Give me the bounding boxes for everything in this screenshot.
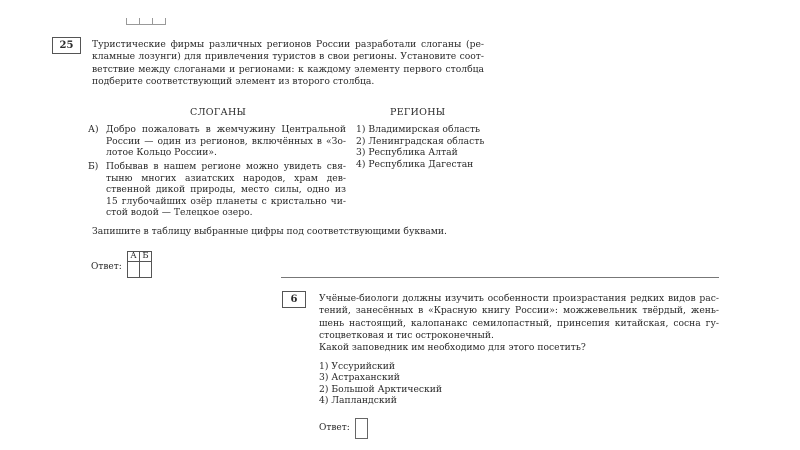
prompt-line: стоцветковая и тис остроконечный. [319, 330, 494, 342]
question-25-instruction: Запишите в таблицу выбранные цифры под соответствующими буквами. [92, 226, 447, 237]
slogan-line: Добро пожаловать в жемчужину Центральной [106, 124, 346, 135]
option-item: 3) Астраханский [319, 372, 400, 384]
slogan-text [106, 161, 346, 219]
slogan-line: Побывав в нашем регионе можно увидеть свя- [106, 161, 346, 172]
slogan-line: России — один из регионов, включённых в «Зо- [106, 135, 346, 147]
slogan-b [88, 161, 348, 221]
slogan-label: Б) [88, 161, 99, 172]
slogan-text [106, 124, 346, 159]
answer-header-b: Б [140, 252, 152, 262]
section-divider [281, 277, 719, 278]
slogan-line: 15 глубочайших озёр планеты с кристально чи- [106, 195, 346, 207]
slogan-a [88, 124, 348, 160]
prompt-line: кламные лозунги) для привлечения туристов в свои регионы. Установите соот- [92, 51, 484, 63]
option-item: 1) Уссурийский [319, 361, 395, 372]
question-6-question: Какой заповедник им необходимо для этого посетить? [319, 342, 586, 353]
region-item: 2) Ленинградская область [356, 135, 485, 147]
slogan-line: стой водой — Телецкое озеро. [106, 207, 253, 219]
answer-table-input-row [128, 262, 152, 278]
prompt-line: Учёные-биологи должны изучить особенности произрастания редких видов рас- [319, 293, 719, 304]
slogan-line: тыню многих азиатских народов, храм дев- [106, 172, 346, 184]
regions-column-header: РЕГИОНЫ [390, 107, 446, 118]
question-6-prompt [319, 293, 719, 343]
question-6-number: 6 [282, 291, 306, 308]
slogan-label: А) [88, 124, 99, 135]
question-25-answer-label: Ответ: [91, 262, 122, 272]
prompt-line: шень настоящий, калопанакс семилопастный, принсепия китайская, сосна гу- [319, 317, 719, 329]
prompt-line: ветствие между слоганами и регионами: к каждому элементу первого столбца [92, 63, 484, 75]
option-item: 2) Большой Арктический [319, 383, 443, 395]
slogan-line: ственной дикой природы, место силы, одно из [106, 184, 346, 196]
region-item: 3) Республика Алтай [356, 147, 458, 159]
region-item: 4) Республика Дагестан [356, 158, 474, 170]
answer-header-a: А [128, 252, 140, 262]
option-item: 4) Лапландский [319, 395, 397, 407]
question-6-answer-label: Ответ: [319, 423, 350, 433]
question-25-number: 25 [52, 37, 81, 54]
region-item: 1) Владимирская область [356, 124, 481, 135]
prompt-line: Туристические фирмы различных регионов России разработали слоганы (ре- [92, 39, 484, 50]
answer-cell-b[interactable] [140, 262, 152, 278]
prompt-line: тений, занесённых в «Красную книгу России»: можжевельник твёрдый, жень- [319, 305, 719, 317]
slogan-line: лотое Кольцо России». [106, 147, 217, 159]
question-6-answer-box[interactable] [355, 418, 368, 439]
answer-cell-a[interactable] [128, 262, 140, 278]
prompt-line: подберите соответствующий элемент из второго столбца. [92, 76, 375, 88]
question-25-prompt [92, 39, 484, 89]
question-25-answer-table [127, 251, 152, 278]
slogans-column-header: СЛОГАНЫ [190, 107, 247, 118]
regions-list [356, 124, 496, 170]
question-6-options [319, 361, 442, 407]
previous-answer-cells-fragment [126, 18, 166, 25]
answer-table-header-row [128, 252, 152, 262]
